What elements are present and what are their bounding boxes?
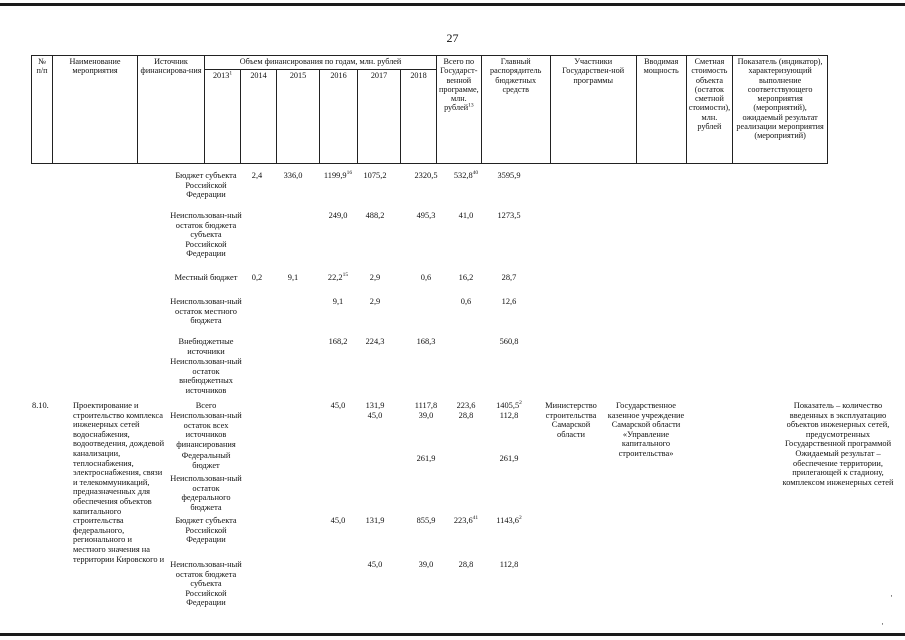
total-cell: 560,8 [499, 337, 519, 346]
value-cell: 223,6 [456, 401, 476, 410]
header-participants: Участники Государствен-ной программы [550, 56, 636, 164]
source-cell: Неиспользован-ный остаток бюджета субъекта Российской Федерации [170, 211, 242, 259]
value-cell: 9,1 [332, 297, 344, 306]
value-cell: 261,9 [416, 454, 436, 463]
scan-dot: · [881, 619, 884, 629]
source-cell: Местный бюджет [174, 273, 238, 282]
header-year: 2018 [401, 70, 437, 164]
value-cell: 855,9 [416, 516, 436, 525]
header-volume: Объем финансирования по годам, млн. рублей [205, 56, 437, 70]
value-cell: 22,2$^{15}$ [327, 272, 349, 282]
total-cell: 28,7 [501, 273, 517, 282]
value-cell: 45,0 [330, 516, 346, 525]
value-cell: 45,0 [330, 401, 346, 410]
header-capacity: Вводимая мощность [636, 56, 686, 164]
item-participants: Государственное казенное учреждение Самарской области «Управление капитального строительства» [607, 401, 685, 458]
value-cell: 249,0 [328, 211, 348, 220]
page-number: 27 [446, 31, 459, 45]
value-cell: 1075,2 [363, 171, 387, 180]
bottom-rule [0, 633, 905, 636]
header-year: 2013$^1$ [205, 70, 241, 164]
total-cell: 1405,5$^2$ [496, 400, 522, 410]
value-cell: 28,8 [458, 411, 474, 420]
value-cell: 9,1 [287, 273, 299, 282]
item-number: 8.10. [32, 401, 49, 410]
total-cell: 112,8 [499, 411, 519, 420]
value-cell: 2320,5 [414, 171, 438, 180]
header-year: 2017 [358, 70, 401, 164]
value-cell: 0,6 [460, 297, 472, 306]
item-indicator: Показатель – количество введенных в эксплуатацию объектов инженерных сетей, предусмотренных Государственной программой Ожидаемый результат – обеспечение территории, прилегающей к стадиону, комплексом инженерных сетей [782, 401, 894, 487]
value-cell: 39,0 [418, 411, 434, 420]
value-cell: 1199,9$^{16}$ [323, 170, 353, 180]
value-cell: 16,2 [458, 273, 474, 282]
header-manager: Главный распорядитель бюджетных средств [481, 56, 550, 164]
item-name: Проектирование и строительство комплекса инженерных сетей водоснабжения, водоотведения, дождевой канализации, теплоснабжения, электроснабжения, связи и телекоммуникаций, предназначенных для обеспечения объектов капитального строительства федерального, регионального и местного значения на территории Кировского и [73, 401, 165, 564]
value-cell: 168,3 [416, 337, 436, 346]
header-source: Источник финансирова-ния [138, 56, 205, 164]
source-cell: Федеральный бюджет [181, 451, 231, 470]
header-year: 2015 [277, 70, 320, 164]
value-cell: 45,0 [367, 411, 383, 420]
header-name: Наименование мероприятия [53, 56, 138, 164]
header-year: 2016 [320, 70, 358, 164]
source-cell: Неиспользован-ный остаток внебюджетных источников [170, 357, 242, 395]
value-cell: 336,0 [283, 171, 303, 180]
value-cell: 2,4 [251, 171, 263, 180]
source-cell: Бюджет субъекта Российской Федерации [175, 171, 237, 200]
source-cell: Всего [195, 401, 217, 410]
value-cell: 495,3 [416, 211, 436, 220]
value-cell: 45,0 [367, 560, 383, 569]
total-cell: 1273,5 [497, 211, 521, 220]
table-header [31, 55, 828, 164]
value-cell: 488,2 [365, 211, 385, 220]
source-cell: Неиспользован-ный остаток федерального бюджета [170, 474, 242, 512]
top-rule [0, 3, 905, 6]
value-cell: 1117,8 [414, 401, 438, 410]
total-cell: 12,6 [501, 297, 517, 306]
scan-dot: · [890, 591, 893, 601]
header-no: № п/п [32, 56, 53, 164]
value-cell: 168,2 [328, 337, 348, 346]
total-cell: 1143,6$^2$ [496, 515, 522, 525]
header-year: 2014 [241, 70, 277, 164]
table-body [0, 171, 905, 626]
total-cell: 261,9 [499, 454, 519, 463]
value-cell: 131,9 [365, 516, 385, 525]
source-cell: Внебюджетные источники [178, 337, 234, 356]
source-cell: Бюджет субъекта Российской Федерации [175, 516, 237, 545]
value-cell: 0,2 [251, 273, 263, 282]
source-cell: Неиспользован-ный остаток местного бюджета [170, 297, 242, 326]
value-cell: 532,8$^{40}$ [453, 170, 479, 180]
header-cost: Сметная стоимость объекта (остаток сметной стоимости), млн. рублей [686, 56, 732, 164]
value-cell: 41,0 [458, 211, 474, 220]
value-cell: 131,9 [365, 401, 385, 410]
value-cell: 39,0 [418, 560, 434, 569]
header-total: Всего по Государст-венной программе, млн. рублей$^{13}$ [437, 56, 482, 164]
header-indicator: Показатель (индикатор), характеризующий выполнение соответствующего мероприятия (мероприятий), ожидаемый результат реализации мероприятия (мероприятий) [733, 56, 828, 164]
value-cell: 223,6$^{41}$ [453, 515, 479, 525]
source-cell: Неиспользован-ный остаток всех источников финансирования [170, 411, 242, 449]
source-cell: Неиспользован-ный остаток бюджета субъекта Российской Федерации [170, 560, 242, 608]
value-cell: 2,9 [369, 273, 381, 282]
value-cell: 0,6 [420, 273, 432, 282]
value-cell: 2,9 [369, 297, 381, 306]
value-cell: 224,3 [365, 337, 385, 346]
total-cell: 112,8 [499, 560, 519, 569]
value-cell: 28,8 [458, 560, 474, 569]
total-cell: 3595,9 [497, 171, 521, 180]
item-manager: Министерство строительства Самарской области [545, 401, 597, 439]
